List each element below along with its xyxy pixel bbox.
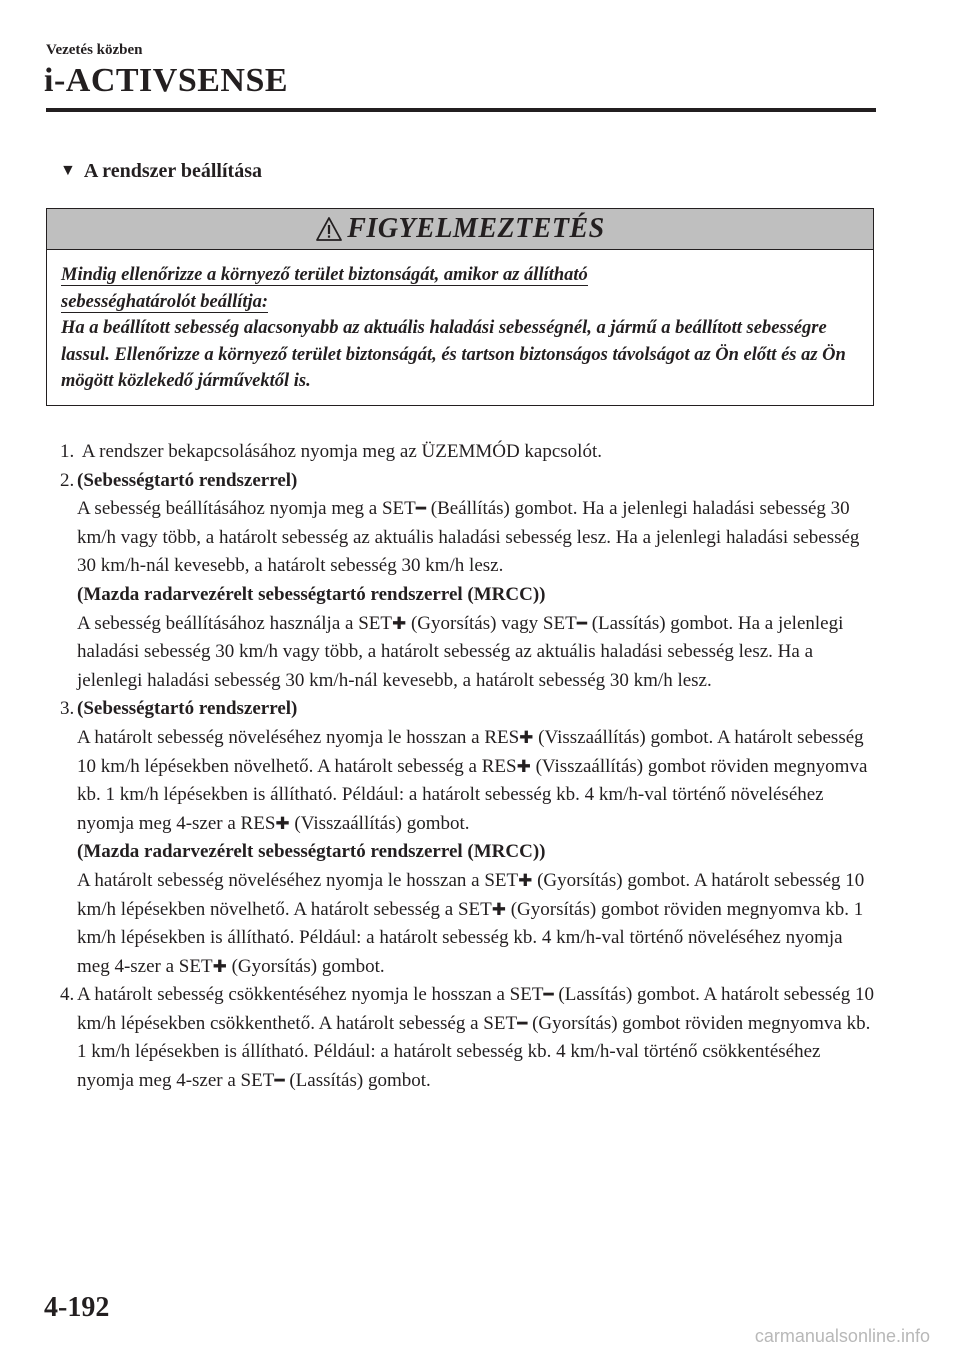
page-number: 4-192 [44, 1292, 110, 1323]
step-body [77, 981, 880, 1095]
step-paragraph: A sebesség beállításához nyomja meg a SET━ (Beállítás) gombot. Ha a jelenlegi haladási sebesség 30 km/h vagy több, a határolt sebesség az aktuális haladási sebesség lesz. Ha a jelenlegi haladási sebesség 30 km/h-nál kevesebb, a határolt sebesség 30 km/h lesz. [77, 498, 860, 577]
step-subheading: (Sebességtartó rendszerrel) [77, 469, 298, 491]
minus-icon: ━ [517, 1013, 528, 1034]
step-number: 2. [60, 469, 75, 491]
plus-icon: ✚ [212, 956, 227, 977]
warning-triangle-icon [315, 216, 343, 242]
section-heading [60, 160, 262, 183]
warning-underlined-line-2: sebességhatárolót beállítja: [61, 291, 269, 312]
minus-icon: ━ [576, 613, 587, 634]
step-paragraph: A határolt sebesség növeléséhez nyomja le hosszan a SET✚ (Gyorsítás) gombot. A határolt sebesség 10 km/h lépésekben növelhető. A határolt sebesség a SET✚ (Gyorsítás) gombot röviden megnyomva kb. 1 km/h lépésekben is állítható. Például: a határolt sebesség kb. 4 km/h-val történő növeléséhez nyomja meg 4-szer a SET✚ (Gyorsítás) gombot. [77, 869, 865, 977]
minus-icon: ━ [543, 985, 554, 1006]
list-item [60, 438, 880, 467]
plus-icon: ✚ [518, 870, 533, 891]
step-body [77, 695, 880, 981]
plus-icon: ✚ [491, 899, 506, 920]
triangle-marker-icon: ▼ [60, 162, 76, 179]
step-number: 3. [60, 698, 75, 720]
step-paragraph: A sebesség beállításához használja a SET✚ (Gyorsítás) vagy SET━ (Lassítás) gombot. Ha a jelenlegi haladási sebesség 30 km/h vagy több, a határolt sebesség az aktuális haladási sebesség lesz. Ha a jelenlegi haladási sebesség 30 km/h-nál kevesebb, a határolt sebesség 30 km/h lesz. [77, 612, 844, 691]
section-heading-text: A rendszer beállítása [83, 160, 262, 182]
step-number: 1. [60, 441, 75, 462]
page-title: i-ACTIVSENSE [44, 62, 289, 99]
step-body: A rendszer bekapcsolásához nyomja meg az ÜZEMMÓD kapcsolót. [81, 441, 602, 462]
step-paragraph: A határolt sebesség növeléséhez nyomja le hosszan a RES✚ (Visszaállítás) gombot. A határolt sebesség 10 km/h lépésekben növelhető. A határolt sebesség a RES✚ (Visszaállítás) gombot röviden megnyomva kb. 1 km/h lépésekben is állítható. Például: a határolt sebesség kb. 4 km/h-val történő növeléséhez nyomja meg 4-szer a RES✚ (Visszaállítás) gombot. [77, 726, 868, 834]
plus-icon: ✚ [391, 613, 407, 634]
warning-underlined-line-1: Mindig ellenőrizze a környező terület biztonságát, amikor az állítható [61, 265, 588, 285]
step-subheading: (Mazda radarvezérelt sebességtartó rendszerrel (MRCC)) [77, 583, 546, 605]
list-item [60, 981, 880, 1095]
plus-icon: ✚ [519, 727, 534, 748]
step-paragraph: A határolt sebesség csökkentéséhez nyomja le hosszan a SET━ (Lassítás) gombot. A határolt sebesség 10 km/h lépésekben csökkenthető. A határolt sebesség a SET━ (Gyorsítás) gombot röviden megnyomva kb. 1 km/h lépésekben is állítható. Például: a határolt sebesség kb. 4 km/h-val történő csökkentéséhez nyomja meg 4-szer a SET━ (Lassítás) gombot. [77, 984, 874, 1092]
list-item [60, 695, 880, 981]
minus-icon: ━ [415, 499, 426, 520]
list-item [60, 467, 880, 696]
header-divider [46, 108, 876, 112]
step-subheading: (Sebességtartó rendszerrel) [77, 698, 298, 720]
plus-icon: ✚ [516, 756, 531, 777]
step-subheading: (Mazda radarvezérelt sebességtartó rendszerrel (MRCC)) [77, 841, 546, 863]
warning-box [46, 208, 874, 406]
watermark: carmanualsonline.info [754, 1326, 930, 1346]
header-section-label: Vezetés közben [46, 42, 143, 58]
minus-icon: ━ [274, 1071, 285, 1092]
warning-text: Ha a beállított sebesség alacsonyabb az aktuális haladási sebességnél, a jármű a beállított sebességre lassul. Ellenőrizze a környező terület biztonságát, és tartson biztonságos távolságot az Ön előtt és az Ön mögött közlekedő járművektől is. [61, 318, 846, 391]
warning-body [47, 250, 873, 395]
warning-header [47, 209, 873, 250]
step-number: 4. [60, 984, 75, 1006]
warning-title: FIGYELMEZTETÉS [347, 213, 605, 244]
plus-icon: ✚ [275, 813, 290, 834]
step-body [77, 467, 880, 696]
steps-list [60, 438, 880, 1096]
